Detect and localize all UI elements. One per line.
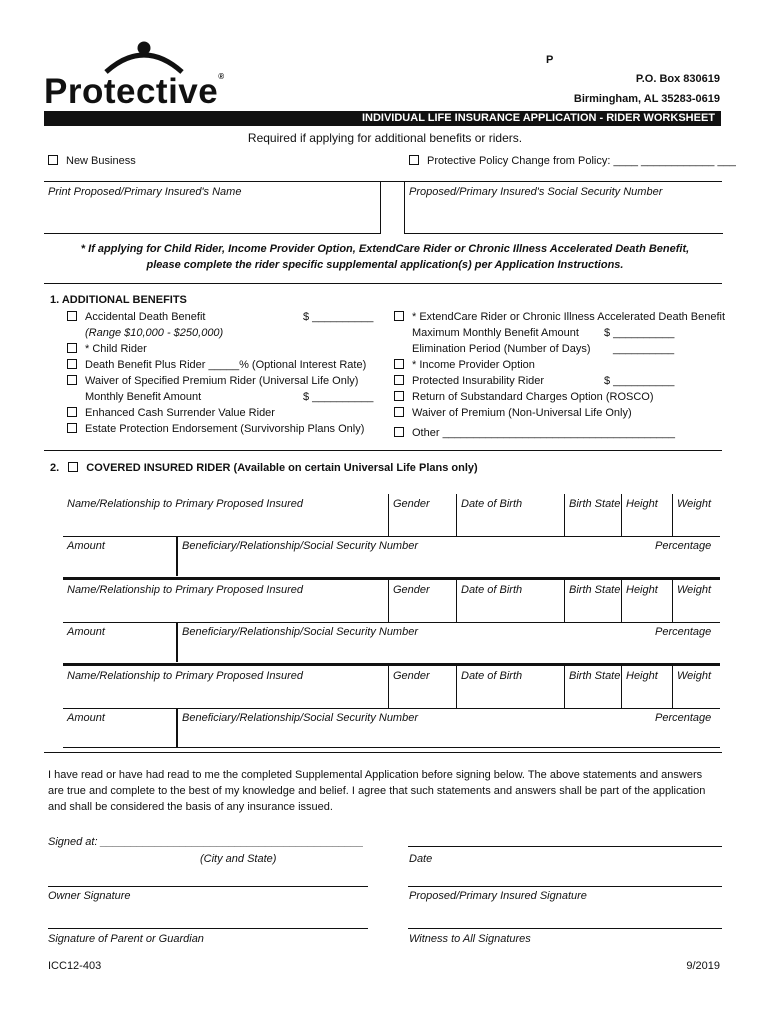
form-number: ICC12-403: [48, 960, 102, 972]
checkbox-icon: [394, 391, 404, 401]
cell-label: Name/Relationship to Primary Proposed Insured: [67, 670, 304, 682]
cell-label: Birth State: [569, 584, 621, 596]
beneficiary-cell[interactable]: [177, 536, 651, 576]
policy-change-label: Protective Policy Change from Policy: ____ ____________ ___: [427, 155, 736, 167]
signed-at-field[interactable]: Signed at: ___________________________________________: [48, 836, 364, 848]
proposed-signature-line[interactable]: [408, 886, 722, 887]
height-cell[interactable]: [622, 580, 673, 622]
date-label: Date: [409, 853, 433, 865]
cell-label: Amount: [67, 712, 105, 724]
owner-signature-line[interactable]: [48, 886, 368, 887]
benefit-label: Enhanced Cash Surrender Value Rider: [85, 407, 275, 419]
proposed-signature-label: Proposed/Primary Insured Signature: [409, 890, 587, 902]
attestation-text: I have read or have had read to me the completed Supplemental Application before signing below. The above statements and answers are true and complete to the best of my knowledge and belief. I agree that such statements and answers shall be part of the application and shall be considered the basis of any insurance issued.: [48, 769, 706, 813]
cell-label: Beneficiary/Relationship/Social Security Number: [182, 626, 418, 638]
percentage-cell[interactable]: [651, 622, 720, 662]
beneficiary-cell[interactable]: [177, 708, 651, 748]
cell-label: Percentage: [655, 626, 712, 638]
checkbox-icon: [67, 407, 77, 417]
insured-name-label: Print Proposed/Primary Insured's Name: [48, 186, 242, 198]
benefit-label: (Range $10,000 - $250,000): [85, 327, 224, 339]
benefit-option: [412, 343, 591, 355]
insured-ssn-label: Proposed/Primary Insured's Social Security Number: [409, 186, 663, 198]
checkbox-icon: [409, 155, 419, 165]
city-state-label: (City and State): [200, 853, 277, 865]
beneficiary-cell[interactable]: [177, 622, 651, 662]
date-of-birth-cell[interactable]: [457, 494, 565, 536]
notice-line-1: * If applying for Child Rider, Income Provider Option, ExtendCare Rider or Chronic Illness Accelerated Death Benefit,: [80, 243, 690, 255]
benefit-label: Monthly Benefit Amount: [85, 391, 202, 403]
form-title-bar: INDIVIDUAL LIFE INSURANCE APPLICATION - RIDER WORKSHEET: [44, 111, 721, 126]
cell-label: Height: [626, 584, 658, 596]
address-line-1: P.O. Box 830619: [635, 73, 720, 85]
weight-cell[interactable]: [673, 494, 720, 536]
new-business-label: New Business: [66, 155, 136, 167]
parent-signature-label: Signature of Parent or Guardian: [48, 933, 204, 945]
checkbox-icon: [394, 311, 404, 321]
cell-label: Weight: [677, 584, 712, 596]
section-2-header: [50, 462, 478, 474]
notice-line-2: please complete the rider specific supplemental application(s) per Application Instructions.: [146, 259, 624, 271]
benefit-option[interactable]: [67, 407, 275, 419]
cell-label: Name/Relationship to Primary Proposed Insured: [67, 498, 304, 510]
witness-signature-label: Witness to All Signatures: [409, 933, 531, 945]
benefit-option[interactable]: [67, 359, 366, 371]
checkbox-icon: [67, 311, 77, 321]
date-of-birth-cell[interactable]: [457, 580, 565, 622]
cell-label: Beneficiary/Relationship/Social Security Number: [182, 712, 418, 724]
checkbox-icon: [394, 407, 404, 417]
cell-label: Birth State: [569, 670, 621, 682]
new-business-option[interactable]: [48, 155, 136, 167]
cell-label: Weight: [677, 670, 712, 682]
name-relationship-cell[interactable]: [63, 494, 389, 536]
cell-label: Gender: [393, 670, 430, 682]
height-cell[interactable]: [622, 494, 673, 536]
benefit-amount-field[interactable]: $ __________: [604, 375, 675, 387]
cell-label: Date of Birth: [461, 584, 523, 596]
birth-state-cell[interactable]: [565, 666, 622, 708]
percentage-cell[interactable]: [651, 536, 720, 576]
benefit-label: Elimination Period (Number of Days): [412, 343, 591, 355]
benefit-option: [85, 391, 201, 403]
benefit-amount-field[interactable]: $ __________: [604, 327, 675, 339]
height-cell[interactable]: [622, 666, 673, 708]
section-2-number: 2.: [50, 462, 60, 474]
checkbox-icon: [48, 155, 58, 165]
checkbox-icon: [67, 375, 77, 385]
cell-label: Name/Relationship to Primary Proposed Insured: [67, 584, 304, 596]
subtitle: Required if applying for additional benefits or riders.: [247, 131, 523, 145]
logo: [44, 38, 254, 110]
section-2-title: COVERED INSURED RIDER (Available on certain Universal Life Plans only): [86, 462, 478, 474]
checkbox-icon: [394, 427, 404, 437]
benefit-label: Death Benefit Plus Rider _____% (Optional Interest Rate): [85, 359, 367, 371]
benefit-option[interactable]: [67, 311, 205, 323]
gender-cell[interactable]: [389, 580, 457, 622]
checkbox-icon: [67, 343, 77, 353]
benefit-amount-field[interactable]: $ __________: [303, 391, 374, 403]
benefit-label: * Income Provider Option: [412, 359, 535, 371]
cell-label: Beneficiary/Relationship/Social Security Number: [182, 540, 418, 552]
benefit-option[interactable]: [394, 359, 535, 371]
cell-label: Percentage: [655, 540, 712, 552]
benefit-label: Protected Insurability Rider: [412, 375, 545, 387]
insured-name-field[interactable]: [44, 181, 381, 234]
witness-signature-line[interactable]: [408, 928, 722, 929]
logo-registered: ®: [218, 72, 225, 81]
section-1-title: 1. ADDITIONAL BENEFITS: [50, 294, 187, 306]
benefit-label: * Child Rider: [85, 343, 147, 355]
birth-state-cell[interactable]: [565, 494, 622, 536]
checkbox-icon: [67, 359, 77, 369]
cell-label: Birth State: [569, 498, 621, 510]
benefit-option: [412, 327, 579, 339]
cell-label: Percentage: [655, 712, 712, 724]
gender-cell[interactable]: [389, 494, 457, 536]
checkbox-icon: [67, 423, 77, 433]
parent-signature-line[interactable]: [48, 928, 368, 929]
checkbox-icon: [394, 375, 404, 385]
benefit-label: * ExtendCare Rider or Chronic Illness Accelerated Death Benefit: [412, 311, 726, 323]
benefit-label: Maximum Monthly Benefit Amount: [412, 327, 579, 339]
benefit-option: [85, 327, 223, 339]
benefit-option[interactable]: [394, 375, 544, 387]
benefit-amount-field[interactable]: __________: [613, 343, 675, 355]
benefit-option[interactable]: [394, 391, 654, 403]
cell-label: Height: [626, 498, 658, 510]
benefit-label: Estate Protection Endorsement (Survivorship Plans Only): [85, 423, 365, 435]
weight-cell[interactable]: [673, 666, 720, 708]
amount-cell[interactable]: [63, 536, 177, 576]
benefit-option[interactable]: [394, 311, 725, 323]
owner-signature-label: Owner Signature: [48, 890, 131, 902]
cell-label: Weight: [677, 498, 712, 510]
cell-label: Amount: [67, 540, 105, 552]
checkbox-icon: [394, 359, 404, 369]
benefit-option[interactable]: [67, 375, 358, 387]
benefit-option[interactable]: [394, 427, 675, 439]
benefit-option[interactable]: [394, 407, 632, 419]
amount-cell[interactable]: [63, 708, 177, 748]
cell-label: Amount: [67, 626, 105, 638]
weight-cell[interactable]: [673, 580, 720, 622]
amount-cell[interactable]: [63, 622, 177, 662]
cell-label: Gender: [393, 584, 430, 596]
date-of-birth-cell[interactable]: [457, 666, 565, 708]
benefit-label: Return of Substandard Charges Option (ROSCO): [412, 391, 654, 403]
name-relationship-cell[interactable]: [63, 666, 389, 708]
benefit-label: Other ______________________________________: [412, 427, 676, 439]
percentage-cell[interactable]: [651, 708, 720, 748]
gender-cell[interactable]: [389, 666, 457, 708]
cell-label: Height: [626, 670, 658, 682]
revision-date: 9/2019: [686, 960, 720, 972]
address-line-2: Birmingham, AL 35283-0619: [573, 93, 720, 105]
benefit-amount-field[interactable]: $ __________: [303, 311, 374, 323]
policy-change-option[interactable]: [409, 155, 736, 167]
benefit-option[interactable]: [67, 423, 364, 435]
benefit-label: Waiver of Premium (Non-Universal Life Only): [412, 407, 632, 419]
insured-ssn-field[interactable]: [404, 181, 723, 234]
cell-label: Date of Birth: [461, 670, 523, 682]
birth-state-cell[interactable]: [565, 580, 622, 622]
cell-label: Gender: [393, 498, 430, 510]
name-relationship-cell[interactable]: [63, 580, 389, 622]
benefit-label: Accidental Death Benefit: [85, 311, 206, 323]
cell-label: Date of Birth: [461, 498, 523, 510]
covered-insured-checkbox[interactable]: [68, 462, 78, 472]
page-letter: P: [546, 54, 554, 66]
benefit-option[interactable]: [67, 343, 147, 355]
benefit-label: Waiver of Specified Premium Rider (Universal Life Only): [85, 375, 359, 387]
logo-text: Protective: [44, 72, 219, 111]
